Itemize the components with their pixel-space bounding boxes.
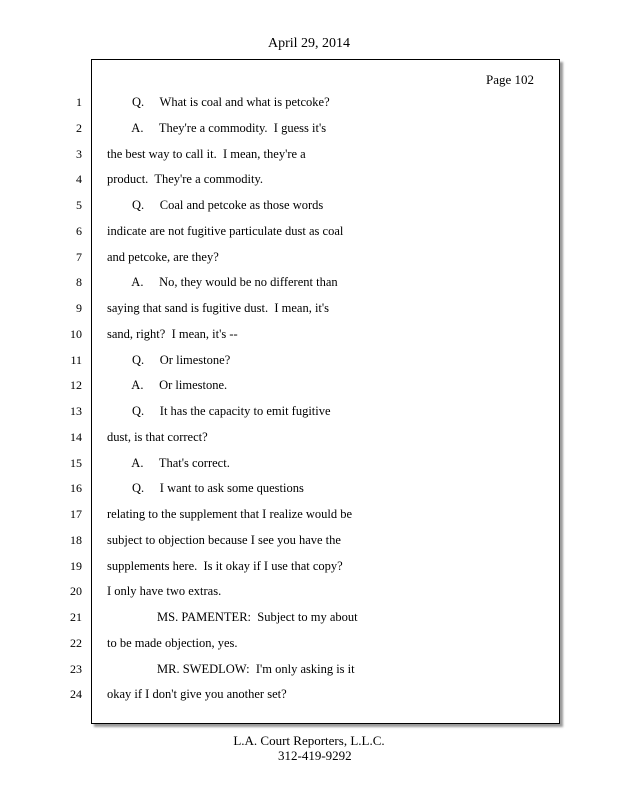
line-number: 8 <box>76 275 82 290</box>
line-text: Q. It has the capacity to emit fugitive <box>107 404 331 418</box>
line-text: A. Or limestone. <box>107 378 228 393</box>
line-number: 2 <box>76 120 82 135</box>
line-text: A. That's correct. <box>107 455 230 470</box>
header-date: April 29, 2014 <box>267 36 351 51</box>
line-number: 12 <box>70 378 82 393</box>
line-text: MR. SWEDLOW: I'm only asking is it <box>107 661 355 676</box>
line-number: 5 <box>76 198 82 212</box>
line-text: Q. What is coal and what is petcoke? <box>107 95 330 109</box>
line-text: I only have two extras. <box>107 584 222 599</box>
line-number: 20 <box>70 584 82 599</box>
line-text: saying that sand is fugitive dust. I mean, it's <box>107 301 330 315</box>
line-text: relating to the supplement that I realize would be <box>107 507 353 521</box>
line-text: MS. PAMENTER: Subject to my about <box>107 610 358 624</box>
line-number: 21 <box>70 610 82 624</box>
line-number: 22 <box>70 635 82 650</box>
line-text: to be made objection, yes. <box>107 635 238 650</box>
line-text: sand, right? I mean, it's -- <box>107 326 238 341</box>
footer-phone: 312-419-9292 <box>278 748 352 763</box>
line-text: dust, is that correct? <box>107 429 208 444</box>
line-number: 17 <box>70 507 82 521</box>
line-text: A. They're a commodity. I guess it's <box>107 120 327 135</box>
line-number: 16 <box>70 481 82 496</box>
line-number: 19 <box>70 558 82 573</box>
line-number: 15 <box>70 455 82 470</box>
line-text: product. They're a commodity. <box>107 172 264 187</box>
page-number: Page 102 <box>486 72 535 87</box>
line-number: 24 <box>70 687 82 702</box>
line-text: supplements here. Is it okay if I use that copy? <box>107 558 343 573</box>
line-number: 13 <box>70 404 82 418</box>
line-text: Q. Coal and petcoke as those words <box>107 198 324 212</box>
line-number: 18 <box>70 532 82 547</box>
line-text: Q. Or limestone? <box>107 352 231 367</box>
line-number: 1 <box>76 95 82 109</box>
line-number: 11 <box>70 352 82 367</box>
line-number: 9 <box>76 301 82 315</box>
line-number: 6 <box>76 223 82 238</box>
line-text: and petcoke, are they? <box>107 249 219 264</box>
line-text: okay if I don't give you another set? <box>107 687 287 702</box>
line-number: 7 <box>76 249 82 264</box>
line-text: the best way to call it. I mean, they're a <box>107 146 306 161</box>
line-number: 4 <box>76 172 82 187</box>
footer-company: L.A. Court Reporters, L.L.C. <box>233 733 385 748</box>
line-number: 14 <box>70 429 82 444</box>
line-text: indicate are not fugitive particulate dust as coal <box>107 223 344 238</box>
line-number: 10 <box>70 326 82 341</box>
line-text: Q. I want to ask some questions <box>107 481 304 496</box>
line-number: 3 <box>76 146 82 161</box>
line-text: A. No, they would be no different than <box>107 275 338 290</box>
line-text: subject to objection because I see you have the <box>107 532 341 547</box>
line-number: 23 <box>70 661 82 676</box>
